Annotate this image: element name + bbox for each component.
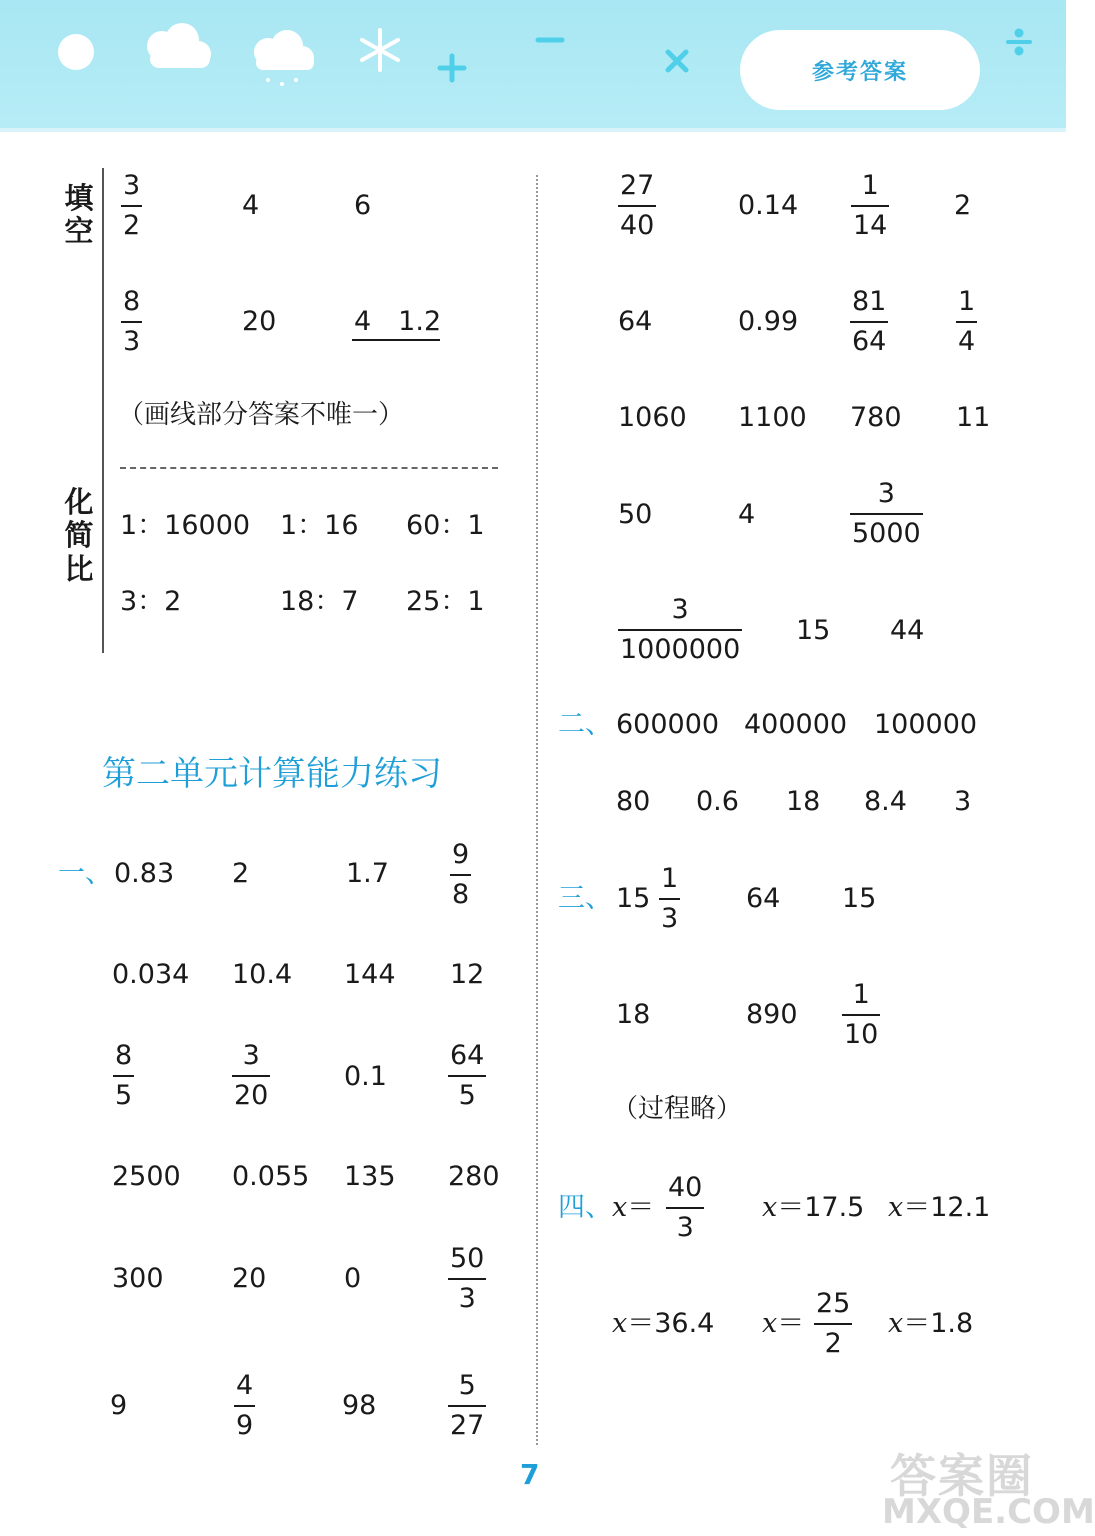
answer-value: 64 (618, 306, 653, 337)
ratio-value: 60：1 (406, 510, 485, 541)
header-banner (0, 0, 1066, 128)
answer-value: 11 (956, 402, 991, 433)
answer-value: 0 (344, 1263, 362, 1294)
ratio-value: 1：16000 (120, 510, 251, 541)
fraction: 3 5000 (852, 478, 921, 549)
fill-in-label: 填空 (64, 181, 94, 249)
fraction: 81 64 (852, 286, 887, 357)
section-two-label: 二、 (558, 709, 612, 740)
answer-key-badge: 参考答案 (740, 30, 980, 110)
fraction: 4 9 (236, 1370, 254, 1441)
ratio-value: 18：7 (280, 586, 359, 617)
rain-cloud-icon (254, 30, 314, 86)
section-vertical-rule (102, 168, 104, 653)
answer-value: 0.055 (232, 1161, 310, 1192)
answer-value: 400000 (744, 709, 848, 740)
fraction: 1 10 (844, 979, 879, 1050)
answer-value: 2 (954, 190, 972, 221)
answer-value: 0.034 (112, 959, 190, 990)
answer-value: 1060 (618, 402, 687, 433)
column-divider (536, 175, 538, 1445)
answer-value: 20 (242, 306, 277, 337)
fraction: 3 20 (234, 1040, 269, 1111)
answer-value: 12 (450, 959, 485, 990)
answer-value: 0.14 (738, 190, 799, 221)
answer-value: 18 (616, 999, 651, 1030)
ratio-value: 25：1 (406, 586, 485, 617)
answer-value: 100000 (874, 709, 978, 740)
equation: x＝12.1 (888, 1192, 991, 1223)
answer-value: 18 (786, 786, 821, 817)
answer-value: 0.6 (696, 786, 739, 817)
simplify-ratio-label: 化简比 (64, 485, 94, 586)
process-omitted-note: （过程略） (612, 1094, 743, 1124)
fraction: 50 3 (450, 1243, 485, 1314)
fraction: 3 2 (123, 170, 141, 241)
fraction: 40 3 (668, 1172, 703, 1243)
answer-value: 80 (616, 786, 651, 817)
watermark-logo: 答案圈 (890, 1449, 1034, 1503)
answer-value: 0.83 (114, 858, 175, 889)
answer-value: 2500 (112, 1161, 181, 1192)
answer-value: 2 (232, 858, 250, 889)
fraction: 25 2 (816, 1288, 851, 1359)
answer-value: 600000 (616, 709, 720, 740)
ratio-value: 1：16 (280, 510, 359, 541)
equation: x＝ (762, 1308, 805, 1339)
answer-value: 1100 (738, 402, 807, 433)
fraction: 1 4 (958, 286, 976, 357)
answer-value: 10.4 (232, 959, 293, 990)
answer-value: 144 (344, 959, 396, 990)
fraction: 3 1000000 (620, 594, 741, 665)
equation: x＝1.8 (888, 1308, 974, 1339)
section-three-label: 三、 (558, 883, 612, 914)
answer-value: 280 (448, 1161, 500, 1192)
fraction: 27 40 (620, 170, 655, 241)
answer-value: 135 (344, 1161, 396, 1192)
cloud-icon (147, 23, 211, 68)
fraction: 5 27 (450, 1370, 485, 1441)
fraction: 1 3 (661, 863, 679, 934)
plus-icon (440, 56, 464, 80)
answer-value: 44 (890, 615, 925, 646)
answer-value: 0.1 (344, 1061, 387, 1092)
answer-value: 1.7 (346, 858, 389, 889)
answer-value: 4 (738, 499, 756, 530)
header-divider (0, 128, 1066, 132)
answer-value: 50 (618, 499, 653, 530)
answer-value: 300 (112, 1263, 164, 1294)
answer-value: 4 (242, 190, 260, 221)
fraction: 64 5 (450, 1040, 485, 1111)
answer-value: 9 (110, 1390, 128, 1421)
answer-value: 8.4 (864, 786, 907, 817)
ratio-value: 3：2 (120, 586, 182, 617)
sun-icon (58, 34, 94, 70)
watermark-url: MXQE.COM (882, 1492, 1095, 1532)
answer-value: 15 (796, 615, 831, 646)
equation: x＝17.5 (762, 1192, 865, 1223)
answer-value: 20 (232, 1263, 267, 1294)
answer-value: 780 (850, 402, 902, 433)
fraction: 9 8 (452, 839, 470, 910)
answer-value: 15 (842, 883, 877, 914)
dashed-divider (120, 467, 498, 469)
answer-value: 890 (746, 999, 798, 1030)
answer-value: 64 (746, 883, 781, 914)
divide-icon (1008, 31, 1030, 54)
answer-value: 3 (954, 786, 972, 817)
answer-underline (352, 339, 440, 341)
answer-value: 6 (354, 190, 372, 221)
answer-value: 98 (342, 1390, 377, 1421)
unit-title: 第二单元计算能力练习 (102, 754, 442, 794)
fraction: 1 14 (853, 170, 888, 241)
mixed-number-whole: 15 (616, 883, 651, 914)
equation: x＝ (612, 1192, 655, 1223)
fraction: 8 3 (123, 286, 141, 357)
times-icon (668, 52, 686, 70)
page-number: 7 (520, 1458, 540, 1491)
fill-note: （画线部分答案不唯一） (118, 400, 405, 430)
section-four-label: 四、 (558, 1192, 612, 1223)
answer-value: 0.99 (738, 306, 799, 337)
snowflake-icon (362, 30, 398, 70)
underlined-answer: 4 1.2 (354, 306, 442, 337)
fraction: 8 5 (115, 1040, 133, 1111)
equation: x＝36.4 (612, 1308, 715, 1339)
section-one-label: 一、 (58, 858, 112, 889)
